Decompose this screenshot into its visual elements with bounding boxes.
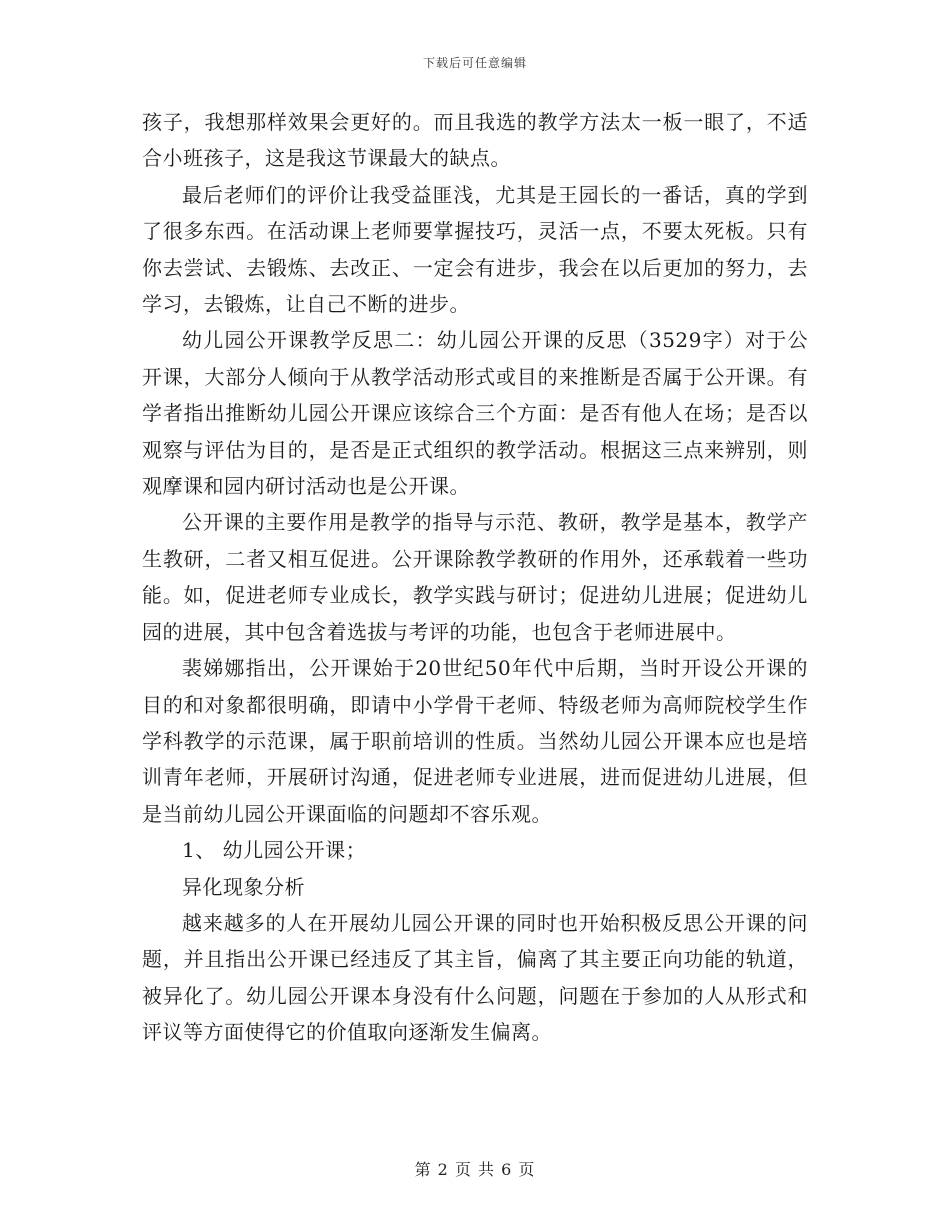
page-header: 下载后可任意编辑 <box>422 56 527 70</box>
paragraph-4: 公开课的主要作用是教学的指导与示范、教研，教学是基本，教学产生教研，二者又相互促进。公开课除教学教研的作用外，还承载着一些功能。如，促进老师专业成长，教学实践与研讨；促进幼儿进展；促进幼儿园的进展，其中包含着选拔与考评的功能，也包含于老师进展中。 <box>142 510 808 644</box>
paragraph-3: 幼儿园公开课教学反思二：幼儿园公开课的反思（3529字）对于公开课，大部分人倾向于从教学活动形式或目的来推断是否属于公开课。有学者指出推断幼儿园公开课应该综合三个方面：是否有他人在场；是否以观察与评估为目的，是否是正式组织的教学活动。根据这三点来辨别，则观摩课和园内研讨活动也是公开课。 <box>142 328 808 499</box>
paragraph-5: 裴娣娜指出，公开课始于20世纪50年代中后期，当时开设公开课的目的和对象都很明确，即请中小学骨干老师、特级老师为高师院校学生作学科教学的示范课，属于职前培训的性质。当然幼儿园公开课本应也是培训青年老师，开展研讨沟通，促进老师专业进展，进而促进幼儿进展，但是当前幼儿园公开课面临的问题却不容乐观。 <box>142 656 808 826</box>
document-body <box>142 104 808 1051</box>
section-heading-1: 1、 幼儿园公开课； <box>182 838 367 863</box>
paragraph-2: 最后老师们的评价让我受益匪浅，尤其是王园长的一番话，真的学到了很多东西。在活动课上老师要掌握技巧，灵活一点，不要太死板。只有你去尝试、去锻炼、去改正、一定会有进步，我会在以后更加的努力，去学习，去锻炼，让自己不断的进步。 <box>142 182 808 317</box>
paragraph-6: 越来越多的人在开展幼儿园公开课的同时也开始积极反思公开课的问题，并且指出公开课已经违反了其主旨，偏离了其主要正向功能的轨道，被异化了。幼儿园公开课本身没有什么问题，问题在于参加的人从形式和评议等方面使得它的价值取向逐渐发生偏离。 <box>142 910 808 1045</box>
section-subheading: 异化现象分析 <box>182 874 305 899</box>
paragraph-1: 孩子，我想那样效果会更好的。而且我选的教学方法太一板一眼了，不适合小班孩子，这是我这节课最大的缺点。 <box>142 110 808 171</box>
page-number: 第 2 页 共 6 页 <box>414 1160 536 1179</box>
